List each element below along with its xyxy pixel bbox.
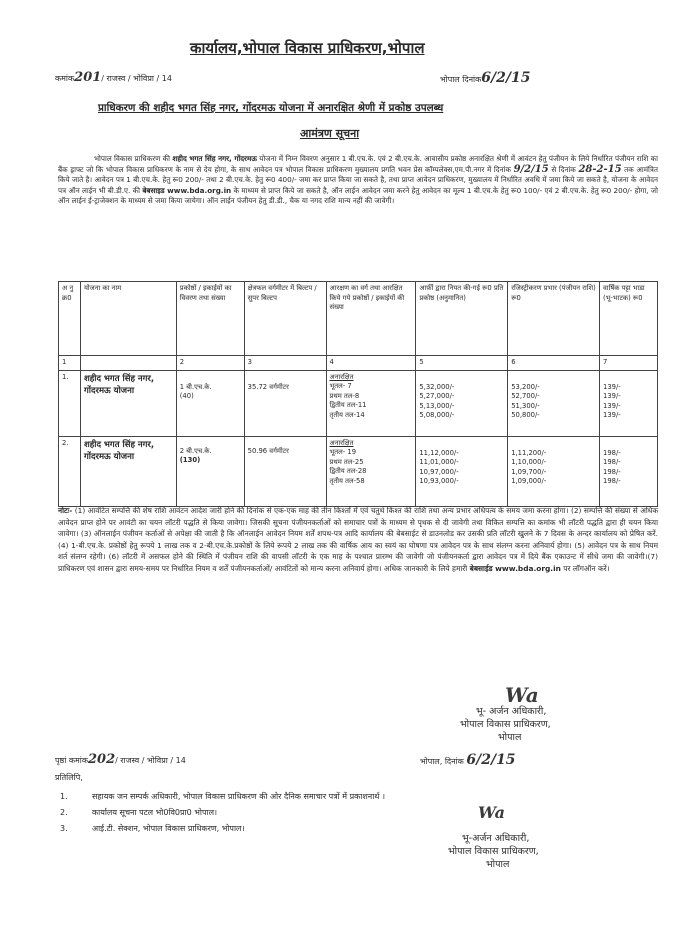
units-table <box>58 281 658 507</box>
notes-website: बेबसाईड www.bda.org.in <box>469 563 561 573</box>
column-number-row: 1 2 3 4 5 6 7 <box>59 356 658 371</box>
date-to-handwritten: 28-2-15 <box>578 163 622 175</box>
signature-block: भू- अर्जन अधिकारी, भोपाल विकास प्राधिकरण, भोपाल <box>460 706 551 743</box>
reference-number: कमांक201/ राजस्व / भोविप्रा / 14 <box>55 70 172 85</box>
scheme-name: शहीद भगत सिंह नगर, गोंदरमऊ <box>172 154 257 163</box>
signature-mark: Wa <box>505 683 539 707</box>
ref-number-handwritten: 201 <box>74 70 102 85</box>
copy-date: भोपाल, दिनांक 6/2/15 <box>420 752 516 768</box>
list-item: 1. सहायक जन सम्पर्क अधिकारी, भोपाल विकास प्राधिकरण की ओर दैनिक समाचार पत्रों में प्रकाशनार्थ । <box>60 792 385 801</box>
copy-ref-handwritten: 202 <box>88 752 116 767</box>
list-item: 2. कार्यालय सूचना पटल भो0वि0प्रा0 भोपाल। <box>60 808 218 817</box>
intro-paragraph: भोपाल विकास प्राधिकरण की शहीद भगत सिंह नगर, गोंदरमऊ योजना में निम्न विवरण अनुसार 1 बी.एच.के. एवं 2 बी.एच.के. आवासीय प्रकोष्ठ अनारक्षित श्रेणी में आवंटन हेतु पंजीयन के लिये निर्धारित पंजीयन राशि का बैंक ड्राफ्ट जो कि भोपाल विकास प्राधिकरण के नाम से देय होगा, के साथ आवेदन पत्र भोपाल विकास प्राधिकरण मुख्यालय प्रगति भवन प्रेस कॉम्पलेक्स,एम.पी.नगर में दिनांक 9/2/15 से दिनांक 28-2-15 तक आमंत्रित किये जाते है। आवेदन पत्र 1 बी.एच.के. हेतु रू0 200/- तथा 2 बी.एच.के. हेतु रू0 400/- जमा कर प्राप्त किया जा सकते है, तथा प्राप्त आवेदन प्राधिकरण, मुख्यालय में निर्धारित अवधि में जमा किये जा सकते है, योजना के आवेदन पत्र ऑन लाईन भी बी.डी.ए. की बेबसाइड www.bda.org.in के माध्यम से प्राप्त किये जा सकते है, ऑन लाईन आवेदन जमा करने हेतु आवेदन का मूल्य 1 बी.एच.के हेतु रू0 100/- एवं 2 बी.एच.के. हेतु रू0 200/- होगा, जो ऑन लाईन ई-ट्राजेक्शन के माध्यम से जमा किया जायेगा। ऑन लाईन पंजीयन हेतु डी.डी., चैक या नगद राशि मान्य नहीं की जावेगी। <box>58 154 659 206</box>
date-from-handwritten: 9/2/15 <box>513 163 549 175</box>
notes-label: नोटः- <box>58 506 73 515</box>
table-row: 2. शहीद भगत सिंह नगर, गोंदरमऊ योजना 2 बी.एच.के. (130) 50.96 वर्गमीटर अनारक्षित भूतल- 19 प्रथम तल-25 द्वितीय तल-28 तृतीय तल-58 11,12,000/- 11,01,000/- 10,97,000/- 10,93,000/- 1,11,200/- 1,10,000/- 1,09,700/- 1,09,000/- 198/- 198/- 198/- 198/- <box>59 436 658 506</box>
table-header-row <box>59 282 658 356</box>
copy-label: प्रतिलिपि, <box>55 773 83 782</box>
header-cell: योजना का नाम <box>80 282 176 356</box>
header-cell: आरक्षण का वर्ग तथा आरक्षित किये गये प्रकोष्ठों / इकाईयों की संख्या <box>326 282 416 356</box>
header-cell: क्षेत्रफल वर्गमीटर में बिल्टप / सुपर बिल्टप <box>244 282 326 356</box>
header-cell: प्रकोष्ठों / इकाईयों का विवरण तथा संख्या <box>176 282 244 356</box>
list-item: 3. आई.टी. सेक्शन, भोपाल विकास प्राधिकरण, भोपाल। <box>60 824 245 833</box>
signature-mark: Wa <box>478 803 505 822</box>
header-cell: वार्षिक पट्टा भाडा (भू-भाटक) रू0 <box>600 282 658 356</box>
header-cell: रजिस्ट्रीकरण प्रभार (पंजीयन राशि) रू0 <box>508 282 600 356</box>
notice-title: आमंत्रण सूचना <box>300 127 360 140</box>
scheme-cell: शहीद भगत सिंह नगर, गोंदरमऊ योजना <box>80 370 176 436</box>
subject-line: प्राधिकरण की शहीद भगत सिंह नगर, गोंदरमऊ योजना में अनारक्षित श्रेणी में प्रकोष्ठ उपलब्ध <box>98 102 444 114</box>
copy-list <box>60 789 385 837</box>
scheme-cell: शहीद भगत सिंह नगर, गोंदरमऊ योजना <box>80 436 176 506</box>
header-cell: आर्फ़ी द्वारा नियत की-गई रू0 प्रति प्रकोष्ठ (अनुमानित) <box>416 282 508 356</box>
website-label: बेबसाइड www.bda.org.in <box>142 185 232 195</box>
copy-date-handwritten: 6/2/15 <box>466 752 516 768</box>
header-cell: अ नु क्र0 <box>59 282 81 356</box>
office-title: कार्यालय,भोपाल विकास प्राधिकरण,भोपाल <box>190 39 425 57</box>
notes-paragraph: नोटः- (1) आवंटित सम्पत्ति की शेष राशि आवंटन आदेश जारी होने की दिनांक से एक-एक माह की तीन किश्तों में एवं चतुर्थ किश्त की राशि तथा अन्य प्रभार अधिपत्य के समय जमा करना होगा। (2) सम्पत्ति की संख्या से अधिक आवेदन प्राप्त होने पर आवंटी का चयन लॉटरी पद्धति से किया जावेगा। जिसकी सूचना पंजीयनकर्ताओं को समाचार पत्रों के माध्यम से पृथक से दी जावेगी तथा विकित सम्पत्ति का कमांक भी लॉटरी पद्धति द्वारा ही चयन किया जावेगा। (3) ऑनलाईन पंजीयन कर्ताओं से अपेक्षा की जाती है कि ऑनलाईन आवेदन नियम शर्तें शपथ-पत्र आदि कार्यालय की बेबसाईट से डाउनलोड कर उसकी प्रति लॉटरी खुलने के 7 दिवस के अन्दर कार्यालय को प्रेषित करें. (4) 1-बी.एच.के. प्रकोष्ठों हेतु रूपये 1 लाख तक व 2-बी.एच.के.प्रकोष्ठों के लिये रूपये 2 लाख तक की वार्षिक आय का स्वयं का घोषणा पत्र आवेदन पत्र के साथ संलग्न करना अनिवार्य होगा। (5) आवेदन पत्र के साथ नियम शर्त संलग्न रहेगी। (6) लॉटरी में असफल होने की स्थिति में पंजीयन राशि की वापसी लॉटरी के एक माह के पश्चात प्रारम्भ की जावेगी जो पंजीयनकर्ता द्वारा आवेदन पत्र में दिये बैंक एकाउन्ट में सीधे जमा की जावेगी।(7) प्राधिकरण एवं शासन द्वारा समय-समय पर निर्धारित नियम व शर्तें पंजीयनकर्ताओं/ आवंटितों को मान्य करना अनिवार्य होगा। अधिक जानकारी के लिये हमारी बेबसाईड www.bda.org.in पर लॉगऑन करें। <box>58 506 658 573</box>
copy-reference-number: पृष्ठां कमांक202/ राजस्व / भोविप्रा / 14 <box>55 752 186 767</box>
signature-block: भू-अर्जन अधिकारी, भोपाल विकास प्राधिकरण, भोपाल <box>448 833 539 870</box>
issue-date: भोपाल दिनांक6/2/15 <box>440 70 531 86</box>
date-handwritten: 6/2/15 <box>481 70 531 86</box>
table-row: 1. शहीद भगत सिंह नगर, गोंदरमऊ योजना 1 बी.एच.के. (40) 35.72 वर्गमीटर अनारक्षित भूतल- 7 प्रथम तल-8 द्वितीय तल-11 तृतीय तल-14 5,32,000/- 5,27,000/- 5,13,000/- 5,08,000/- 53,200/- 52,700/- 51,300/- 50,800/- 139/- 139/- 139/- 139/- <box>59 370 658 436</box>
